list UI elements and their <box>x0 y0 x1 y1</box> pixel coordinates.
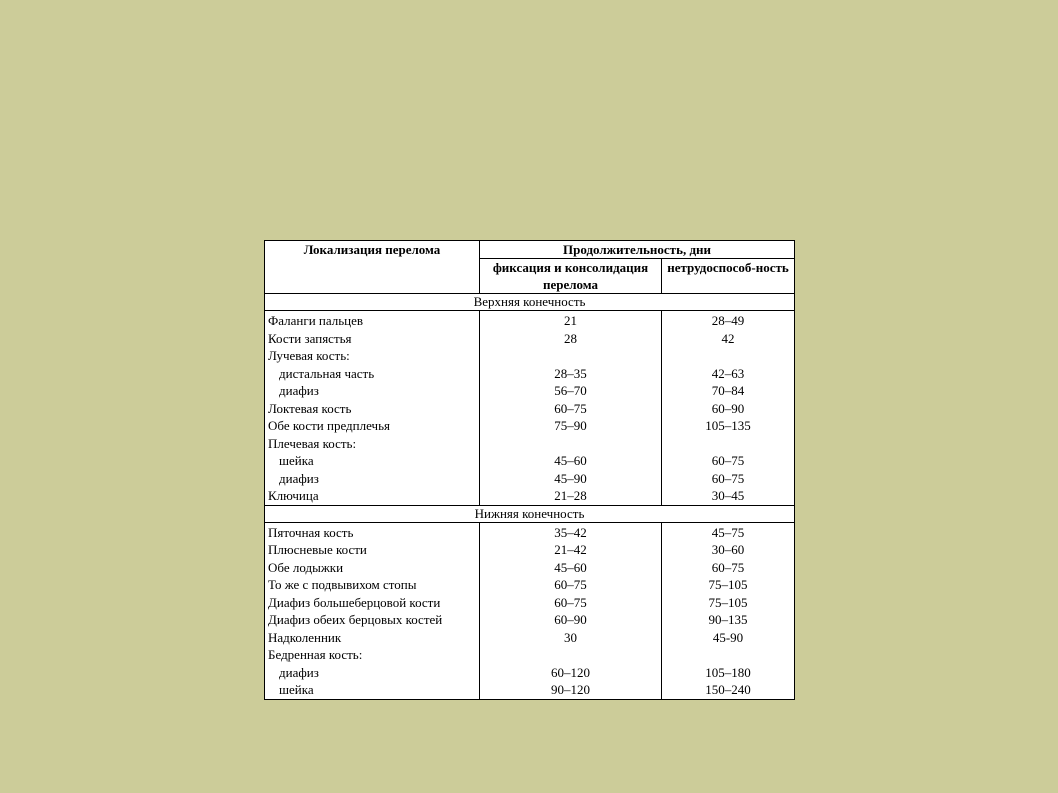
header-disability: нетрудоспособ-ность <box>662 259 795 294</box>
cell-disability: 42 <box>662 330 795 348</box>
cell-fixation: 60–75 <box>480 576 662 594</box>
table-row <box>265 417 795 435</box>
cell-disability: 60–90 <box>662 400 795 418</box>
cell-location: Надколенник <box>265 629 480 647</box>
cell-location: диафиз <box>265 470 480 488</box>
cell-location: Фаланги пальцев <box>265 311 480 330</box>
cell-fixation: 56–70 <box>480 382 662 400</box>
cell-disability: 105–180 <box>662 664 795 682</box>
cell-disability: 30–60 <box>662 541 795 559</box>
table-row <box>265 382 795 400</box>
cell-fixation: 21–28 <box>480 487 662 505</box>
cell-fixation: 75–90 <box>480 417 662 435</box>
cell-disability: 60–75 <box>662 452 795 470</box>
section-title: Нижняя конечность <box>265 505 795 522</box>
cell-location: Диафиз обеих берцовых костей <box>265 611 480 629</box>
cell-location: Бедренная кость: <box>265 646 480 664</box>
cell-fixation: 45–60 <box>480 559 662 577</box>
cell-fixation: 60–120 <box>480 664 662 682</box>
cell-disability: 70–84 <box>662 382 795 400</box>
fracture-duration-table <box>264 240 795 700</box>
table-row <box>265 470 795 488</box>
cell-disability: 30–45 <box>662 487 795 505</box>
cell-disability: 60–75 <box>662 559 795 577</box>
cell-fixation: 21 <box>480 311 662 330</box>
cell-location: Лучевая кость: <box>265 347 480 365</box>
cell-fixation: 45–60 <box>480 452 662 470</box>
cell-disability: 75–105 <box>662 594 795 612</box>
table-row <box>265 435 795 453</box>
cell-location: То же с подвывихом стопы <box>265 576 480 594</box>
cell-disability: 28–49 <box>662 311 795 330</box>
cell-disability <box>662 435 795 453</box>
cell-disability: 45-90 <box>662 629 795 647</box>
table-row <box>265 646 795 664</box>
table-row <box>265 311 795 330</box>
cell-disability: 45–75 <box>662 522 795 541</box>
table-row <box>265 629 795 647</box>
cell-location: диафиз <box>265 664 480 682</box>
table-row <box>265 330 795 348</box>
cell-fixation: 45–90 <box>480 470 662 488</box>
table-row <box>265 541 795 559</box>
cell-disability: 90–135 <box>662 611 795 629</box>
cell-location: Обе кости предплечья <box>265 417 480 435</box>
cell-disability: 42–63 <box>662 365 795 383</box>
cell-location: Ключица <box>265 487 480 505</box>
table-row <box>265 452 795 470</box>
cell-location: Плечевая кость: <box>265 435 480 453</box>
table-row <box>265 576 795 594</box>
table-row <box>265 522 795 541</box>
cell-location: Плюсневые кости <box>265 541 480 559</box>
table-row <box>265 664 795 682</box>
cell-fixation: 30 <box>480 629 662 647</box>
cell-location: Пяточная кость <box>265 522 480 541</box>
cell-fixation <box>480 347 662 365</box>
cell-location: Локтевая кость <box>265 400 480 418</box>
cell-disability: 75–105 <box>662 576 795 594</box>
fracture-duration-table-container <box>264 240 794 700</box>
cell-fixation: 21–42 <box>480 541 662 559</box>
cell-fixation: 35–42 <box>480 522 662 541</box>
cell-fixation: 60–75 <box>480 400 662 418</box>
table-header <box>265 241 795 294</box>
cell-fixation: 60–75 <box>480 594 662 612</box>
cell-fixation: 90–120 <box>480 681 662 699</box>
table-row <box>265 487 795 505</box>
cell-disability: 105–135 <box>662 417 795 435</box>
cell-location: Диафиз большеберцовой кости <box>265 594 480 612</box>
cell-location: шейка <box>265 681 480 699</box>
header-duration: Продолжительность, дни <box>480 241 795 259</box>
cell-disability: 60–75 <box>662 470 795 488</box>
section-header-row <box>265 505 795 522</box>
table-row <box>265 559 795 577</box>
section-header-row <box>265 294 795 311</box>
table-row <box>265 365 795 383</box>
section-title: Верхняя конечность <box>265 294 795 311</box>
table-row <box>265 611 795 629</box>
table-row <box>265 400 795 418</box>
cell-location: диафиз <box>265 382 480 400</box>
cell-fixation: 60–90 <box>480 611 662 629</box>
header-fixation: фиксация и консолидация перелома <box>480 259 662 294</box>
cell-disability: 150–240 <box>662 681 795 699</box>
cell-fixation <box>480 435 662 453</box>
cell-location: Кости запястья <box>265 330 480 348</box>
header-location: Локализация перелома <box>265 241 480 294</box>
cell-fixation: 28–35 <box>480 365 662 383</box>
table-row <box>265 347 795 365</box>
cell-location: дистальная часть <box>265 365 480 383</box>
cell-disability <box>662 646 795 664</box>
cell-location: Обе лодыжки <box>265 559 480 577</box>
cell-fixation: 28 <box>480 330 662 348</box>
table-row <box>265 594 795 612</box>
table-body <box>265 294 795 700</box>
cell-disability <box>662 347 795 365</box>
cell-location: шейка <box>265 452 480 470</box>
cell-fixation <box>480 646 662 664</box>
table-row <box>265 681 795 699</box>
